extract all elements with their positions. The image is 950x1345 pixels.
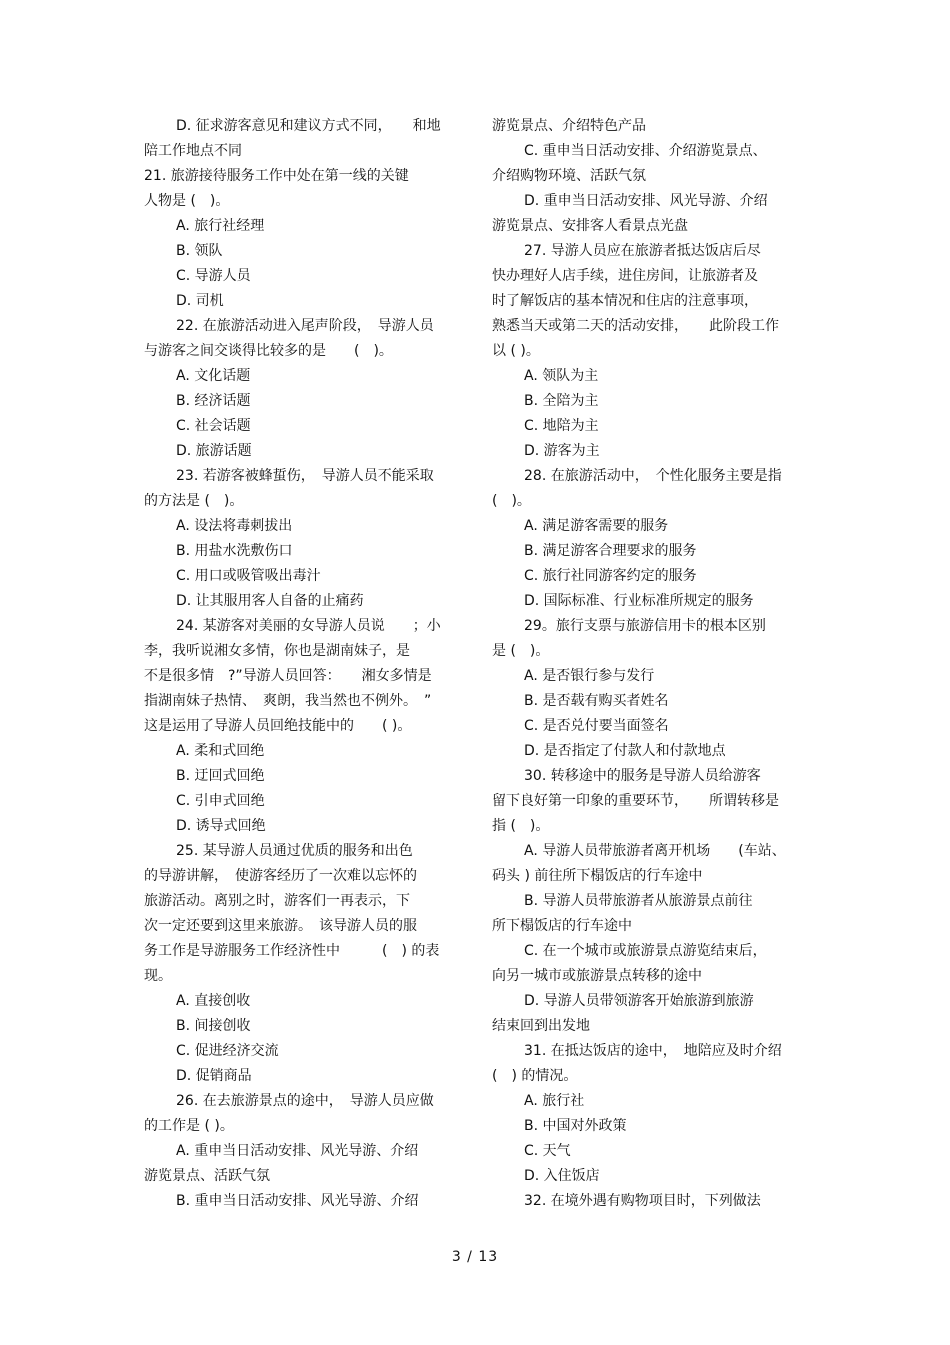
text-line: ( ) 的情况。 xyxy=(492,1068,578,1084)
option-line: B. 全陪为主 xyxy=(524,393,599,409)
text-line: 向另一城市或旅游景点转移的途中 xyxy=(492,968,702,984)
question-line: 29。旅行支票与旅游信用卡的根本区别 xyxy=(524,618,766,634)
option-line: D. 重申当日活动安排、风光导游、介绍 xyxy=(524,193,768,209)
option-line: D. 入住饭店 xyxy=(524,1168,600,1184)
text-line: 次一定还要到这里来旅游。 该导游人员的服 xyxy=(144,918,417,934)
text-line: 游览景点、介绍特色产品 xyxy=(492,118,646,134)
option-line: B. 导游人员带旅游者从旅游景点前往 xyxy=(524,893,753,909)
text-line: 与游客之间交谈得比较多的是 ( )。 xyxy=(144,343,393,359)
option-line: D. 是否指定了付款人和付款地点 xyxy=(524,743,726,759)
option-line: A. 直接创收 xyxy=(176,993,251,1009)
text-line: 时了解饭店的基本情况和住店的注意事项， xyxy=(492,293,758,309)
text-line: 以 ( )。 xyxy=(492,343,540,359)
text-line: 务工作是导游服务工作经济性中 ( ) 的表 xyxy=(144,943,440,959)
text-line: 码头 ) 前往所下榻饭店的行车途中 xyxy=(492,868,703,884)
question-line: 31. 在抵达饭店的途中， 地陪应及时介绍 xyxy=(524,1043,782,1059)
option-line: A. 是否银行参与发行 xyxy=(524,668,655,684)
text-line: 这是运用了导游人员回绝技能中的 ( )。 xyxy=(144,718,412,734)
option-line: A. 导游人员带旅游者离开机场 (车站、 xyxy=(524,843,786,859)
text-line: 人物是 ( )。 xyxy=(144,193,230,209)
option-line: D. 促销商品 xyxy=(176,1068,252,1084)
option-line: B. 是否载有购买者姓名 xyxy=(524,693,669,709)
question-line: 25. 某导游人员通过优质的服务和出色 xyxy=(176,843,413,859)
text-line: 结束回到出发地 xyxy=(492,1018,590,1034)
text-line: 的导游讲解， 使游客经历了一次难以忘怀的 xyxy=(144,868,417,884)
text-line: 现。 xyxy=(144,968,172,984)
option-line: D. 国际标准、行业标准所规定的服务 xyxy=(524,593,754,609)
option-line: C. 是否兑付要当面签名 xyxy=(524,718,669,734)
option-line: C. 在一个城市或旅游景点游览结束后， xyxy=(524,943,767,959)
option-line: B. 迂回式回绝 xyxy=(176,768,265,784)
option-line: B. 用盐水洗敷伤口 xyxy=(176,543,293,559)
option-line: A. 文化话题 xyxy=(176,368,251,384)
option-line: B. 满足游客合理要求的服务 xyxy=(524,543,697,559)
option-line: A. 领队为主 xyxy=(524,368,599,384)
question-line: 32. 在境外遇有购物项目时，下列做法 xyxy=(524,1193,761,1209)
text-line: 介绍购物环境、活跃气氛 xyxy=(492,168,646,184)
question-line: 30. 转移途中的服务是导游人员给游客 xyxy=(524,768,761,784)
text-line: 指 ( )。 xyxy=(492,818,550,834)
option-line: D. 游客为主 xyxy=(524,443,600,459)
option-line: C. 导游人员 xyxy=(176,268,251,284)
option-line: D. 让其服用客人自备的止痛药 xyxy=(176,593,364,609)
option-line: C. 用口或吸管吸出毒汁 xyxy=(176,568,321,584)
text-line: ( )。 xyxy=(492,493,531,509)
option-line: C. 旅行社同游客约定的服务 xyxy=(524,568,697,584)
option-line: D. 诱导式回绝 xyxy=(176,818,266,834)
text-line: 留下良好第一印象的重要环节， 所谓转移是 xyxy=(492,793,779,809)
question-line: 24. 某游客对美丽的女导游人员说 ；小 xyxy=(176,618,441,634)
option-line: A. 旅行社 xyxy=(524,1093,585,1109)
text-line: 快办理好人店手续，进住房间，让旅游者及 xyxy=(492,268,758,284)
option-line: B. 经济话题 xyxy=(176,393,251,409)
option-line: C. 引申式回绝 xyxy=(176,793,265,809)
question-line: 23. 若游客被蜂蜇伤， 导游人员不能采取 xyxy=(176,468,434,484)
option-line: A. 柔和式回绝 xyxy=(176,743,265,759)
text-line: 游览景点、安排客人看景点光盘 xyxy=(492,218,688,234)
text-line: 李，我听说湘女多情，你也是湖南妹子，是 xyxy=(144,643,410,659)
option-line: D. 司机 xyxy=(176,293,224,309)
text-line: 的工作是 ( )。 xyxy=(144,1118,234,1134)
option-line: A. 旅行社经理 xyxy=(176,218,265,234)
page-number: 3 / 13 xyxy=(451,1249,499,1265)
option-line: A. 设法将毒刺拔出 xyxy=(176,518,293,534)
option-line: B. 领队 xyxy=(176,243,223,259)
question-line: 26. 在去旅游景点的途中， 导游人员应做 xyxy=(176,1093,434,1109)
option-line: C. 地陪为主 xyxy=(524,418,599,434)
option-line: C. 重申当日活动安排、介绍游览景点、 xyxy=(524,143,767,159)
option-line: A. 满足游客需要的服务 xyxy=(524,518,669,534)
text-line: 21. 旅游接待服务工作中处在第一线的关键 xyxy=(144,168,409,184)
option-line: D. 旅游话题 xyxy=(176,443,252,459)
text-line: 的方法是 ( )。 xyxy=(144,493,244,509)
option-line: D. 导游人员带领游客开始旅游到旅游 xyxy=(524,993,754,1009)
right-column xyxy=(492,114,812,1214)
option-line: C. 天气 xyxy=(524,1143,571,1159)
text-line: 不是很多情 ?”导游人员回答： 湘女多情是 xyxy=(144,668,432,684)
option-line: C. 促进经济交流 xyxy=(176,1043,279,1059)
option-line: A. 重申当日活动安排、风光导游、介绍 xyxy=(176,1143,419,1159)
text-line: 游览景点、活跃气氛 xyxy=(144,1168,270,1184)
question-line: 22. 在旅游活动进入尾声阶段， 导游人员 xyxy=(176,318,434,334)
text-line: 熟悉当天或第二天的活动安排， 此阶段工作 xyxy=(492,318,779,334)
option-line: B. 重申当日活动安排、风光导游、介绍 xyxy=(176,1193,419,1209)
option-line: B. 中国对外政策 xyxy=(524,1118,627,1134)
option-line: B. 间接创收 xyxy=(176,1018,251,1034)
text-line: 所下榻饭店的行车途中 xyxy=(492,918,632,934)
text-line: 旅游活动。离别之时，游客们一再表示，下 xyxy=(144,893,410,909)
text-line: 陪工作地点不同 xyxy=(144,143,242,159)
question-line: 28. 在旅游活动中， 个性化服务主要是指 xyxy=(524,468,782,484)
option-line: C. 社会话题 xyxy=(176,418,251,434)
option-line: D. 征求游客意见和建议方式不同， 和地 xyxy=(176,118,441,134)
question-line: 27. 导游人员应在旅游者抵达饭店后尽 xyxy=(524,243,761,259)
text-line: 指湖南妹子热情、 爽朗，我当然也不例外。 ” xyxy=(144,693,432,709)
left-column xyxy=(144,114,464,1214)
text-line: 是 ( )。 xyxy=(492,643,550,659)
